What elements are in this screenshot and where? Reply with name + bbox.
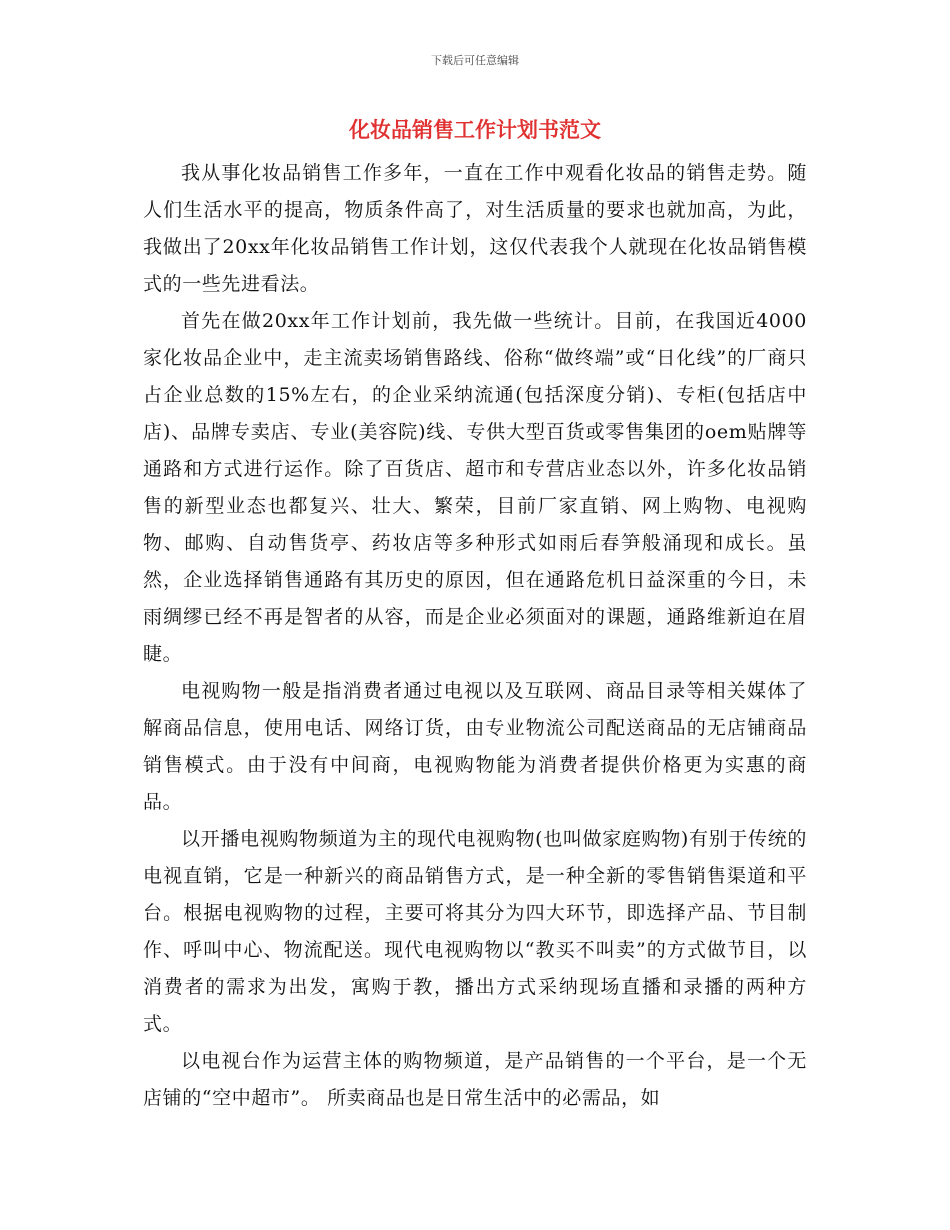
document-body xyxy=(143,155,807,1117)
document-title: 化妆品销售工作计划书范文 xyxy=(349,117,601,142)
header-note: 下载后可任意编辑 xyxy=(431,54,519,67)
paragraph-shopping-channel: 以电视台作为运营主体的购物频道，是产品销售的一个平台，是一个无店铺的“空中超市”。 所卖商品也是日常生活中的必需品，如 xyxy=(143,1050,807,1109)
paragraph-modern-tv-shopping: 以开播电视购物频道为主的现代电视购物(也叫做家庭购物)有别于传统的电视直销，它是一种新兴的商品销售方式，是一种全新的零售销售渠道和平台。根据电视购物的过程，主要可将其分为四大环节，即选择产品、节目制作、呼叫中心、物流配送。现代电视购物以“教买不叫卖”的方式做节目，以消费者的需求为出发，寓购于教，播出方式采纳现场直播和录播的两种方式。 xyxy=(143,828,807,1035)
paragraph-statistics: 首先在做20xx年工作计划前，我先做一些统计。目前，在我国近4000家化妆品企业中，走主流卖场销售路线、俗称“做终端”或“日化线”的厂商只占企业总数的15%左右，的企业采纳流通(包括深度分销)、专柜(包括店中店)、品牌专卖店、专业(美容院)线、专供大型百货或零售集团的oem贴牌等通路和方式进行运作。除了百货店、超市和专营店业态以外，许多化妆品销售的新型业态也都复兴、壮大、繁荣，目前厂家直销、网上购物、电视购物、邮购、自动售货亭、药妆店等多种形式如雨后春笋般涌现和成长。虽然，企业选择销售通路有其历史的原因，但在通路危机日益深重的今日，未雨绸缪已经不再是智者的从容，而是企业必须面对的课题，通路维新迫在眉睫。 xyxy=(143,310,807,665)
paragraph-intro: 我从事化妆品销售工作多年，一直在工作中观看化妆品的销售走势。随人们生活水平的提高，物质条件高了，对生活质量的要求也就加高，为此，我做出了20xx年化妆品销售工作计划，这仅代表我个人就现在化妆品销售模式的一些先进看法。 xyxy=(143,162,807,295)
paragraph-tv-shopping-definition: 电视购物一般是指消费者通过电视以及互联网、商品目录等相关媒体了解商品信息，使用电话、网络订货，由专业物流公司配送商品的无店铺商品销售模式。由于没有中间商，电视购物能为消费者提供价格更为实惠的商品。 xyxy=(143,680,807,813)
